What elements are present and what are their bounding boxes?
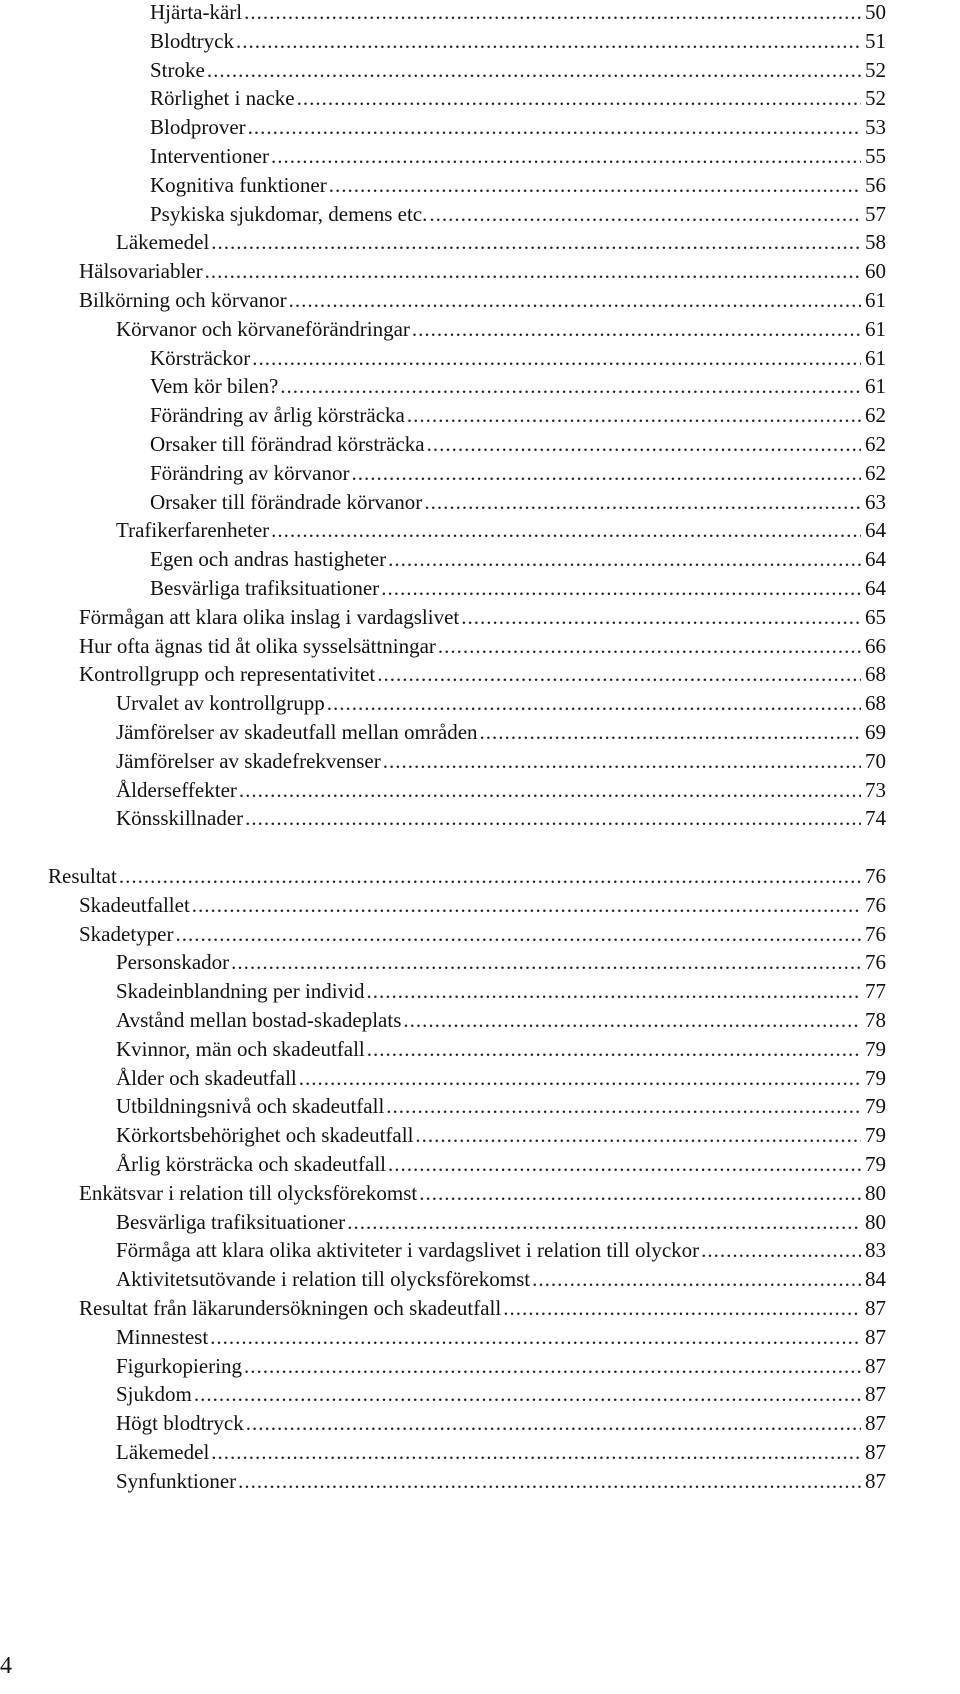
toc-entry-title: Blodtryck — [150, 28, 234, 53]
toc-entry-title: Avstånd mellan bostad-skadeplats — [116, 1008, 402, 1032]
toc-entry-title: Trafikerfarenheter — [116, 518, 270, 543]
toc-entry[interactable] — [116, 977, 886, 1005]
toc-entry-page: 76 — [865, 950, 886, 975]
toc-entry-title: Årlig körsträcka och skadeutfall — [116, 1152, 386, 1176]
toc-entry-page: 61 — [865, 345, 886, 370]
toc-entry[interactable] — [116, 1035, 886, 1063]
toc-entry-page: 87 — [865, 1324, 886, 1349]
toc-entry[interactable] — [79, 1179, 886, 1207]
toc-leader-dots — [351, 459, 861, 487]
toc-entry-title: Orsaker till förändrade körvanor — [150, 489, 423, 514]
toc-entry[interactable] — [116, 1006, 886, 1034]
toc-entry-page: 84 — [865, 1267, 886, 1292]
toc-entry-title: Skadeinblandning per individ — [116, 979, 365, 1004]
toc-entry[interactable] — [79, 660, 886, 688]
toc-entry[interactable] — [116, 1467, 886, 1495]
toc-entry[interactable] — [150, 488, 886, 516]
toc-entry-title: Skadeutfallet — [79, 892, 190, 917]
toc-entry-title: Rörlighet i nacke — [150, 86, 295, 111]
toc-leader-dots — [532, 1265, 861, 1293]
toc-entry[interactable] — [116, 1265, 886, 1293]
toc-entry[interactable] — [150, 27, 886, 55]
toc-leader-dots — [461, 603, 861, 631]
toc-entry-page: 62 — [865, 403, 886, 428]
toc-leader-dots — [238, 1467, 861, 1495]
toc-entry-title: Egen och andras hastigheter — [150, 547, 387, 572]
toc-entry-page: 62 — [865, 432, 886, 456]
toc-entry-page: 64 — [865, 518, 886, 543]
toc-entry-page: 76 — [865, 921, 886, 946]
toc-entry[interactable] — [116, 776, 886, 804]
toc-entry-page: 62 — [865, 460, 886, 485]
toc-entry-title: Enkätsvar i relation till olycksförekomst — [79, 1180, 418, 1205]
toc-leader-dots — [280, 372, 861, 400]
toc-entry-title: Besvärliga trafiksituationer — [116, 1209, 346, 1234]
toc-leader-dots — [429, 200, 861, 228]
toc-leader-dots — [192, 891, 861, 919]
toc-entry-title: Aktivitetsutövande i relation till olycksförekomst — [116, 1267, 531, 1292]
toc-entry[interactable] — [116, 1092, 886, 1120]
toc-entry-page: 66 — [865, 633, 886, 658]
toc-entry-title: Orsaker till förändrad körsträcka — [150, 432, 425, 456]
toc-leader-dots — [239, 776, 861, 804]
toc-entry-title: Bilkörning och körvanor — [79, 288, 287, 312]
toc-leader-dots — [386, 1092, 861, 1120]
toc-entry[interactable] — [150, 142, 886, 170]
toc-leader-dots — [207, 56, 861, 84]
toc-entry-title: Jämförelser av skadefrekvenser — [116, 748, 381, 773]
toc-entry-page: 61 — [865, 316, 886, 341]
toc-entry-page: 64 — [865, 576, 886, 600]
toc-entry-page: 79 — [865, 1094, 886, 1119]
toc-leader-dots — [211, 1438, 861, 1466]
toc-entry[interactable] — [116, 1064, 886, 1092]
toc-entry-page: 87 — [865, 1411, 886, 1436]
toc-entry[interactable] — [150, 574, 886, 602]
toc-entry[interactable] — [116, 1208, 886, 1236]
toc-leader-dots — [367, 1035, 861, 1063]
toc-entry-title: Urvalet av kontrollgrupp — [116, 691, 325, 716]
toc-leader-dots — [236, 27, 861, 55]
toc-leader-dots — [231, 948, 861, 976]
toc-entry-page: 87 — [865, 1353, 886, 1378]
toc-entry[interactable] — [116, 1438, 886, 1466]
toc-entry-title: Körkortsbehörighet och skadeutfall — [116, 1123, 414, 1148]
toc-leader-dots — [248, 113, 861, 141]
toc-entry[interactable] — [116, 804, 886, 832]
toc-leader-dots — [407, 401, 861, 429]
toc-entry-title: Läkemedel — [116, 230, 210, 255]
toc-entry-page: 53 — [865, 115, 886, 140]
toc-entry[interactable] — [79, 286, 886, 314]
toc-leader-dots — [415, 1121, 861, 1149]
toc-entry-title: Körvanor och körvaneförändringar — [116, 316, 410, 341]
toc-entry[interactable] — [116, 228, 886, 256]
toc-leader-dots — [297, 84, 861, 112]
toc-entry[interactable] — [79, 632, 886, 660]
toc-entry-page: 69 — [865, 720, 886, 744]
toc-entry-title: Stroke — [150, 57, 205, 82]
toc-entry[interactable] — [116, 1121, 886, 1149]
toc-entry[interactable] — [79, 920, 886, 948]
toc-leader-dots — [412, 315, 861, 343]
toc-leader-dots — [271, 516, 861, 544]
toc-entry-page: 80 — [865, 1209, 886, 1234]
toc-leader-dots — [424, 488, 861, 516]
toc-leader-dots — [701, 1236, 861, 1264]
toc-leader-dots — [427, 430, 861, 458]
toc-entry-title: Ålder och skadeutfall — [116, 1065, 297, 1090]
toc-entry-title: Interventioner — [150, 144, 269, 168]
toc-entry-page: 79 — [865, 1123, 886, 1148]
toc-entry-page: 57 — [865, 201, 886, 226]
toc-entry-page: 52 — [865, 57, 886, 82]
toc-entry-title: Kvinnor, män och skadeutfall — [116, 1036, 365, 1061]
toc-entry-page: 65 — [865, 604, 886, 629]
toc-entry[interactable] — [116, 1409, 886, 1437]
toc-leader-dots — [119, 862, 861, 890]
toc-leader-dots — [299, 1064, 861, 1092]
toc-entry-title: Förändring av årlig körsträcka — [150, 403, 405, 428]
toc-entry-page: 68 — [865, 691, 886, 716]
toc-entry[interactable] — [79, 603, 886, 631]
toc-entry[interactable] — [150, 171, 886, 199]
toc-entry[interactable] — [116, 1150, 886, 1178]
toc-entry-title: Sjukdom — [116, 1382, 192, 1407]
toc-entry[interactable] — [150, 430, 886, 458]
toc-entry-title: Skadetyper — [79, 921, 174, 946]
toc-leader-dots — [194, 1380, 861, 1408]
toc-entry-page: 68 — [865, 662, 886, 687]
toc-entry-title: Hur ofta ägnas tid åt olika sysselsättningar — [79, 633, 436, 658]
toc-entry[interactable] — [150, 344, 886, 372]
toc-entry-page: 60 — [865, 259, 886, 284]
toc-entry-page: 61 — [865, 374, 886, 399]
toc-entry-title: Kontrollgrupp och representativitet — [79, 662, 376, 687]
toc-entry-page: 76 — [865, 864, 886, 888]
toc-leader-dots — [175, 920, 861, 948]
toc-entry-page: 56 — [865, 172, 886, 197]
toc-leader-dots — [438, 632, 861, 660]
toc-entry-title: Körsträckor — [150, 345, 251, 370]
toc-entry-page: 79 — [865, 1036, 886, 1061]
toc-entry-page: 87 — [865, 1468, 886, 1493]
toc-leader-dots — [383, 747, 861, 775]
toc-entry-title: Utbildningsnivå och skadeutfall — [116, 1094, 385, 1119]
toc-entry[interactable] — [150, 401, 886, 429]
toc-entry-page: 61 — [865, 288, 886, 312]
toc-leader-dots — [381, 574, 861, 602]
toc-entry-title: Synfunktioner — [116, 1468, 237, 1493]
toc-entry[interactable] — [150, 84, 886, 112]
toc-entry-title: Läkemedel — [116, 1440, 210, 1464]
toc-entry-title: Förändring av körvanor — [150, 460, 350, 485]
toc-entry-title: Psykiska sjukdomar, demens etc. — [150, 201, 428, 226]
toc-entry-page: 74 — [865, 806, 886, 831]
toc-entry[interactable] — [150, 0, 886, 26]
toc-entry[interactable] — [150, 372, 886, 400]
toc-entry[interactable] — [116, 1352, 886, 1380]
toc-leader-dots — [377, 660, 861, 688]
toc-entry-page: 80 — [865, 1180, 886, 1205]
toc-entry-title: Jämförelser av skadeutfall mellan områden — [116, 720, 478, 744]
toc-leader-dots — [244, 1352, 861, 1380]
toc-entry[interactable] — [150, 545, 886, 573]
toc-entry-title: Förmåga att klara olika aktiviteter i vardagslivet i relation till olyckor — [116, 1238, 700, 1263]
toc-entry-page: 51 — [865, 28, 886, 53]
toc-entry-title: Vem kör bilen? — [150, 374, 279, 399]
toc-entry-page: 50 — [865, 0, 886, 24]
toc-entry[interactable] — [116, 1323, 886, 1351]
toc-entry[interactable] — [116, 689, 886, 717]
toc-entry[interactable] — [116, 1380, 886, 1408]
page-number: 4 — [0, 1653, 12, 1679]
toc-entry[interactable] — [116, 718, 886, 746]
toc-entry[interactable] — [48, 862, 886, 890]
toc-entry-page: 52 — [865, 86, 886, 111]
toc-entry-page: 58 — [865, 230, 886, 255]
toc-entry[interactable] — [150, 200, 886, 228]
toc-entry[interactable] — [150, 56, 886, 84]
toc-entry-title: Högt blodtryck — [116, 1411, 244, 1436]
toc-leader-dots — [366, 977, 861, 1005]
toc-leader-dots — [245, 804, 861, 832]
toc-entry-title: Könsskillnader — [116, 806, 244, 831]
toc-entry-page: 64 — [865, 547, 886, 572]
toc-entry[interactable] — [116, 948, 886, 976]
toc-leader-dots — [419, 1179, 861, 1207]
toc-entry-page: 73 — [865, 777, 886, 802]
toc-entry-title: Hälsovariabler — [79, 259, 203, 284]
toc-entry[interactable] — [150, 459, 886, 487]
toc-entry-title: Resultat från läkarundersökningen och skadeutfall — [79, 1296, 502, 1320]
toc-leader-dots — [210, 1323, 861, 1351]
toc-entry-title: Blodprover — [150, 115, 246, 140]
toc-entry-title: Figurkopiering — [116, 1353, 242, 1378]
toc-leader-dots — [252, 344, 861, 372]
toc-entry-page: 87 — [865, 1296, 886, 1320]
toc-leader-dots — [244, 0, 861, 26]
toc-entry-title: Personskador — [116, 950, 230, 975]
toc-entry[interactable] — [150, 113, 886, 141]
toc-leader-dots — [271, 142, 861, 170]
toc-entry-page: 77 — [865, 979, 886, 1004]
toc-entry-page: 70 — [865, 748, 886, 773]
toc-entry[interactable] — [79, 1294, 886, 1322]
toc-entry-title: Ålderseffekter — [116, 777, 237, 802]
toc-leader-dots — [347, 1208, 861, 1236]
toc-leader-dots — [246, 1409, 861, 1437]
toc-entry-page: 63 — [865, 489, 886, 514]
toc-leader-dots — [388, 1150, 861, 1178]
toc-entry-title: Hjärta-kärl — [150, 0, 243, 24]
toc-leader-dots — [403, 1006, 861, 1034]
toc-leader-dots — [289, 286, 861, 314]
toc-leader-dots — [211, 228, 861, 256]
toc-leader-dots — [480, 718, 861, 746]
toc-entry-title: Besvärliga trafiksituationer — [150, 576, 380, 600]
toc-entry-page: 83 — [865, 1238, 886, 1263]
toc-entry-page: 79 — [865, 1152, 886, 1176]
toc-leader-dots — [205, 257, 861, 285]
toc-entry[interactable] — [79, 257, 886, 285]
toc-entry-page: 87 — [865, 1440, 886, 1464]
toc-entry-page: 55 — [865, 144, 886, 168]
toc-entry-title: Kognitiva funktioner — [150, 172, 327, 197]
toc-entry[interactable] — [116, 315, 886, 343]
toc-entry-page: 78 — [865, 1008, 886, 1032]
toc-entry[interactable] — [116, 516, 886, 544]
toc-entry[interactable] — [116, 747, 886, 775]
toc-entry[interactable] — [79, 891, 886, 919]
toc-entry-title: Förmågan att klara olika inslag i vardagslivet — [79, 604, 460, 629]
toc-entry-page: 87 — [865, 1382, 886, 1407]
toc-entry[interactable] — [116, 1236, 886, 1264]
toc-entry-title: Resultat — [48, 864, 117, 888]
toc-leader-dots — [327, 689, 861, 717]
toc-entry-page: 76 — [865, 892, 886, 917]
toc-leader-dots — [329, 171, 861, 199]
toc-leader-dots — [503, 1294, 861, 1322]
toc-leader-dots — [388, 545, 861, 573]
toc-entry-page: 79 — [865, 1065, 886, 1090]
toc-entry-title: Minnestest — [116, 1324, 209, 1349]
